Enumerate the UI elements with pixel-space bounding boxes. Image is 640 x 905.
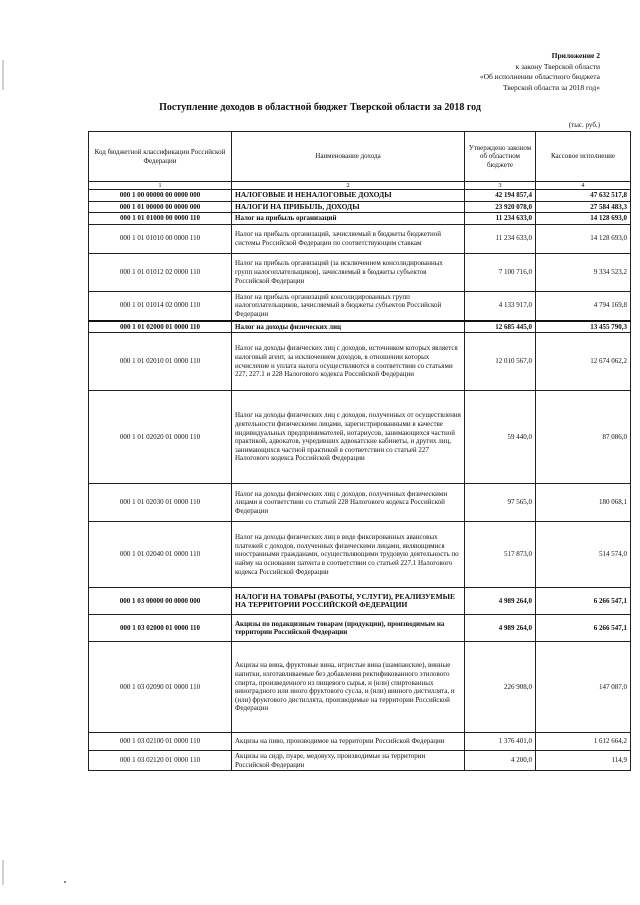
row-name: НАЛОГИ НА ПРИБЫЛЬ, ДОХОДЫ [232,201,465,213]
appendix-line: к закону Тверской области [515,61,600,71]
column-number-row [89,182,631,190]
row-approved-value: 12 010 567,0 [465,333,536,391]
row-approved-value: 517 873,0 [465,522,536,588]
row-approved-value: 42 194 857,4 [465,190,536,202]
column-number: 4 [536,182,631,190]
row-approved-value: 4 133 917,0 [465,291,536,320]
column-number: 2 [232,182,465,190]
table-row [89,391,631,484]
appendix-header [480,51,600,93]
table-row [89,733,631,751]
row-code: 000 1 01 01010 00 0000 110 [89,224,232,253]
row-approved-value: 23 920 078,0 [465,201,536,213]
table-row [89,291,631,320]
row-executed-value: 1 612 664,2 [536,733,631,751]
row-approved-value: 226 908,0 [465,642,536,733]
row-approved-value: 11 234 633,0 [465,213,536,225]
appendix-title: Приложение 2 [551,51,600,60]
row-code: 000 1 01 01012 02 0000 110 [89,253,232,291]
row-approved-value: 4 200,0 [465,751,536,771]
row-name: Акцизы на сидр, пуаре, медовуху, производимые на территории Российской Федерации [232,751,465,771]
row-code: 000 1 03 02120 01 0000 110 [89,751,232,771]
table-row [89,190,631,202]
row-executed-value: 87 086,0 [536,391,631,484]
row-name: Налог на прибыль организаций [232,213,465,225]
row-name: Налог на прибыль организаций (за исключением консолидированных групп налогоплательщиков), зачисляемый в бюджеты субъектов Российской Федерации [232,253,465,291]
row-code: 000 1 03 02090 01 0000 110 [89,642,232,733]
row-code: 000 1 03 02100 01 0000 110 [89,733,232,751]
row-executed-value: 27 584 483,3 [536,201,631,213]
row-code: 000 1 01 02040 01 0000 110 [89,522,232,588]
row-code: 000 1 01 01000 00 0000 110 [89,213,232,225]
table-row [89,213,631,225]
row-approved-value: 11 234 633,0 [465,224,536,253]
row-approved-value: 12 685 445,0 [465,321,536,333]
scan-dot [64,881,66,883]
row-name: Налог на доходы физических лиц с доходов, полученных физическими лицами в соответствии со статьей 228 Налогового кодекса Российской Федерации [232,484,465,522]
row-name: Налог на доходы физических лиц в виде фиксированных авансовых платежей с доходов, полученных физическими лицами, являющимися иностранными гражданами, осуществляющими трудовую деятельность по найму на основании патента в соответствии со статьей 227.1 Налогового кодекса Российской Федерации [232,522,465,588]
revenue-table [88,131,631,771]
row-code: 000 1 03 02000 01 0000 110 [89,615,232,642]
table-row [89,333,631,391]
row-code: 000 1 01 01014 02 0000 110 [89,291,232,320]
row-executed-value: 147 087,0 [536,642,631,733]
table-row [89,201,631,213]
table-row [89,642,631,733]
row-code: 000 1 01 02000 01 0000 110 [89,321,232,333]
row-name: Налог на доходы физических лиц с доходов, источником которых является налоговый агент, за исключением доходов, в отношении которых исчисление и уплата налога осуществляются в соответствии со статьями 227, 227.1 и 228 Налогового кодекса Российской Федерации [232,333,465,391]
header-executed: Кассовое исполнение [536,132,631,182]
table-row [89,321,631,333]
table-row [89,615,631,642]
row-executed-value: 9 334 523,2 [536,253,631,291]
row-approved-value: 4 989 264,0 [465,615,536,642]
row-name: Налог на доходы физических лиц с доходов, полученных от осуществления деятельности физическими лицами, зарегистрированными в качестве индивидуальных предпринимателей, нотариусов, занимающихся частной практикой, адвокатов, учредивших адвокатские кабинеты, и других лиц, занимающихся частной практикой в соответствии со статьей 227 Налогового кодекса Российской Федерации [232,391,465,484]
row-code: 000 1 01 00000 00 0000 000 [89,201,232,213]
row-code: 000 1 00 00000 00 0000 000 [89,190,232,202]
column-number: 3 [465,182,536,190]
row-executed-value: 13 455 790,3 [536,321,631,333]
scan-edge-mark [2,60,4,90]
row-name: Налог на прибыль организаций, зачисляемый в бюджеты бюджетной системы Российской Федерации по соответствующим ставкам [232,224,465,253]
row-name: НАЛОГОВЫЕ И НЕНАЛОГОВЫЕ ДОХОДЫ [232,190,465,202]
row-code: 000 1 03 00000 00 0000 000 [89,588,232,615]
table-row [89,484,631,522]
row-name: Налог на прибыль организаций консолидированных групп налогоплательщиков, зачисляемый в бюджеты субъектов Российской Федерации [232,291,465,320]
appendix-line: «Об исполнении областного бюджета [479,72,600,82]
row-code: 000 1 01 02030 01 0000 110 [89,484,232,522]
row-approved-value: 97 565,0 [465,484,536,522]
table-row [89,588,631,615]
row-executed-value: 180 068,1 [536,484,631,522]
header-code: Код бюджетной классификации Российской Федерации [89,132,232,182]
table-row [89,522,631,588]
row-approved-value: 4 989 264,0 [465,588,536,615]
row-executed-value: 514 574,0 [536,522,631,588]
row-name: Акцизы на пиво, производимое на территории Российской Федерации [232,733,465,751]
row-approved-value: 1 376 401,0 [465,733,536,751]
table-row [89,751,631,771]
row-name: Акцизы на вина, фруктовые вина, игристые вина (шампанские), винные напитки, изготавливаемые без добавления ректификованного этилового спирта, произведенного из пищевого сырья, и (или) спиртованных виноградного или иного фруктового сусла, и (или) винного дистиллята, и (или) фруктового дистиллята, производимые на территории Российской Федерации [232,642,465,733]
row-executed-value: 114,9 [536,751,631,771]
table-row [89,253,631,291]
table-header-row [89,132,631,182]
row-executed-value: 14 128 693,0 [536,213,631,225]
row-executed-value: 14 128 693,0 [536,224,631,253]
row-approved-value: 7 100 716,0 [465,253,536,291]
table-row [89,224,631,253]
row-name: Налог на доходы физических лиц [232,321,465,333]
units-label: (тыс. руб.) [568,121,600,129]
row-approved-value: 59 440,0 [465,391,536,484]
appendix-line: Тверской области за 2018 год» [503,82,600,92]
column-number: 1 [89,182,232,190]
scan-edge-mark [2,860,4,885]
row-code: 000 1 01 02010 01 0000 110 [89,333,232,391]
row-executed-value: 47 632 517,8 [536,190,631,202]
document-title: Поступление доходов в областной бюджет Тверской области за 2018 год [159,102,481,113]
row-executed-value: 6 266 547,1 [536,615,631,642]
row-code: 000 1 01 02020 01 0000 110 [89,391,232,484]
row-executed-value: 4 794 169,8 [536,291,631,320]
row-executed-value: 12 674 062,2 [536,333,631,391]
row-name: Акцизы по подакцизным товарам (продукции), производимым на территории Российской Федерации [232,615,465,642]
header-approved: Утверждено законом об областном бюджете [465,132,536,182]
row-executed-value: 6 266 547,1 [536,588,631,615]
header-name: Наименование дохода [232,132,465,182]
row-name: НАЛОГИ НА ТОВАРЫ (РАБОТЫ, УСЛУГИ), РЕАЛИЗУЕМЫЕ НА ТЕРРИТОРИИ РОССИЙСКОЙ ФЕДЕРАЦИИ [232,588,465,615]
